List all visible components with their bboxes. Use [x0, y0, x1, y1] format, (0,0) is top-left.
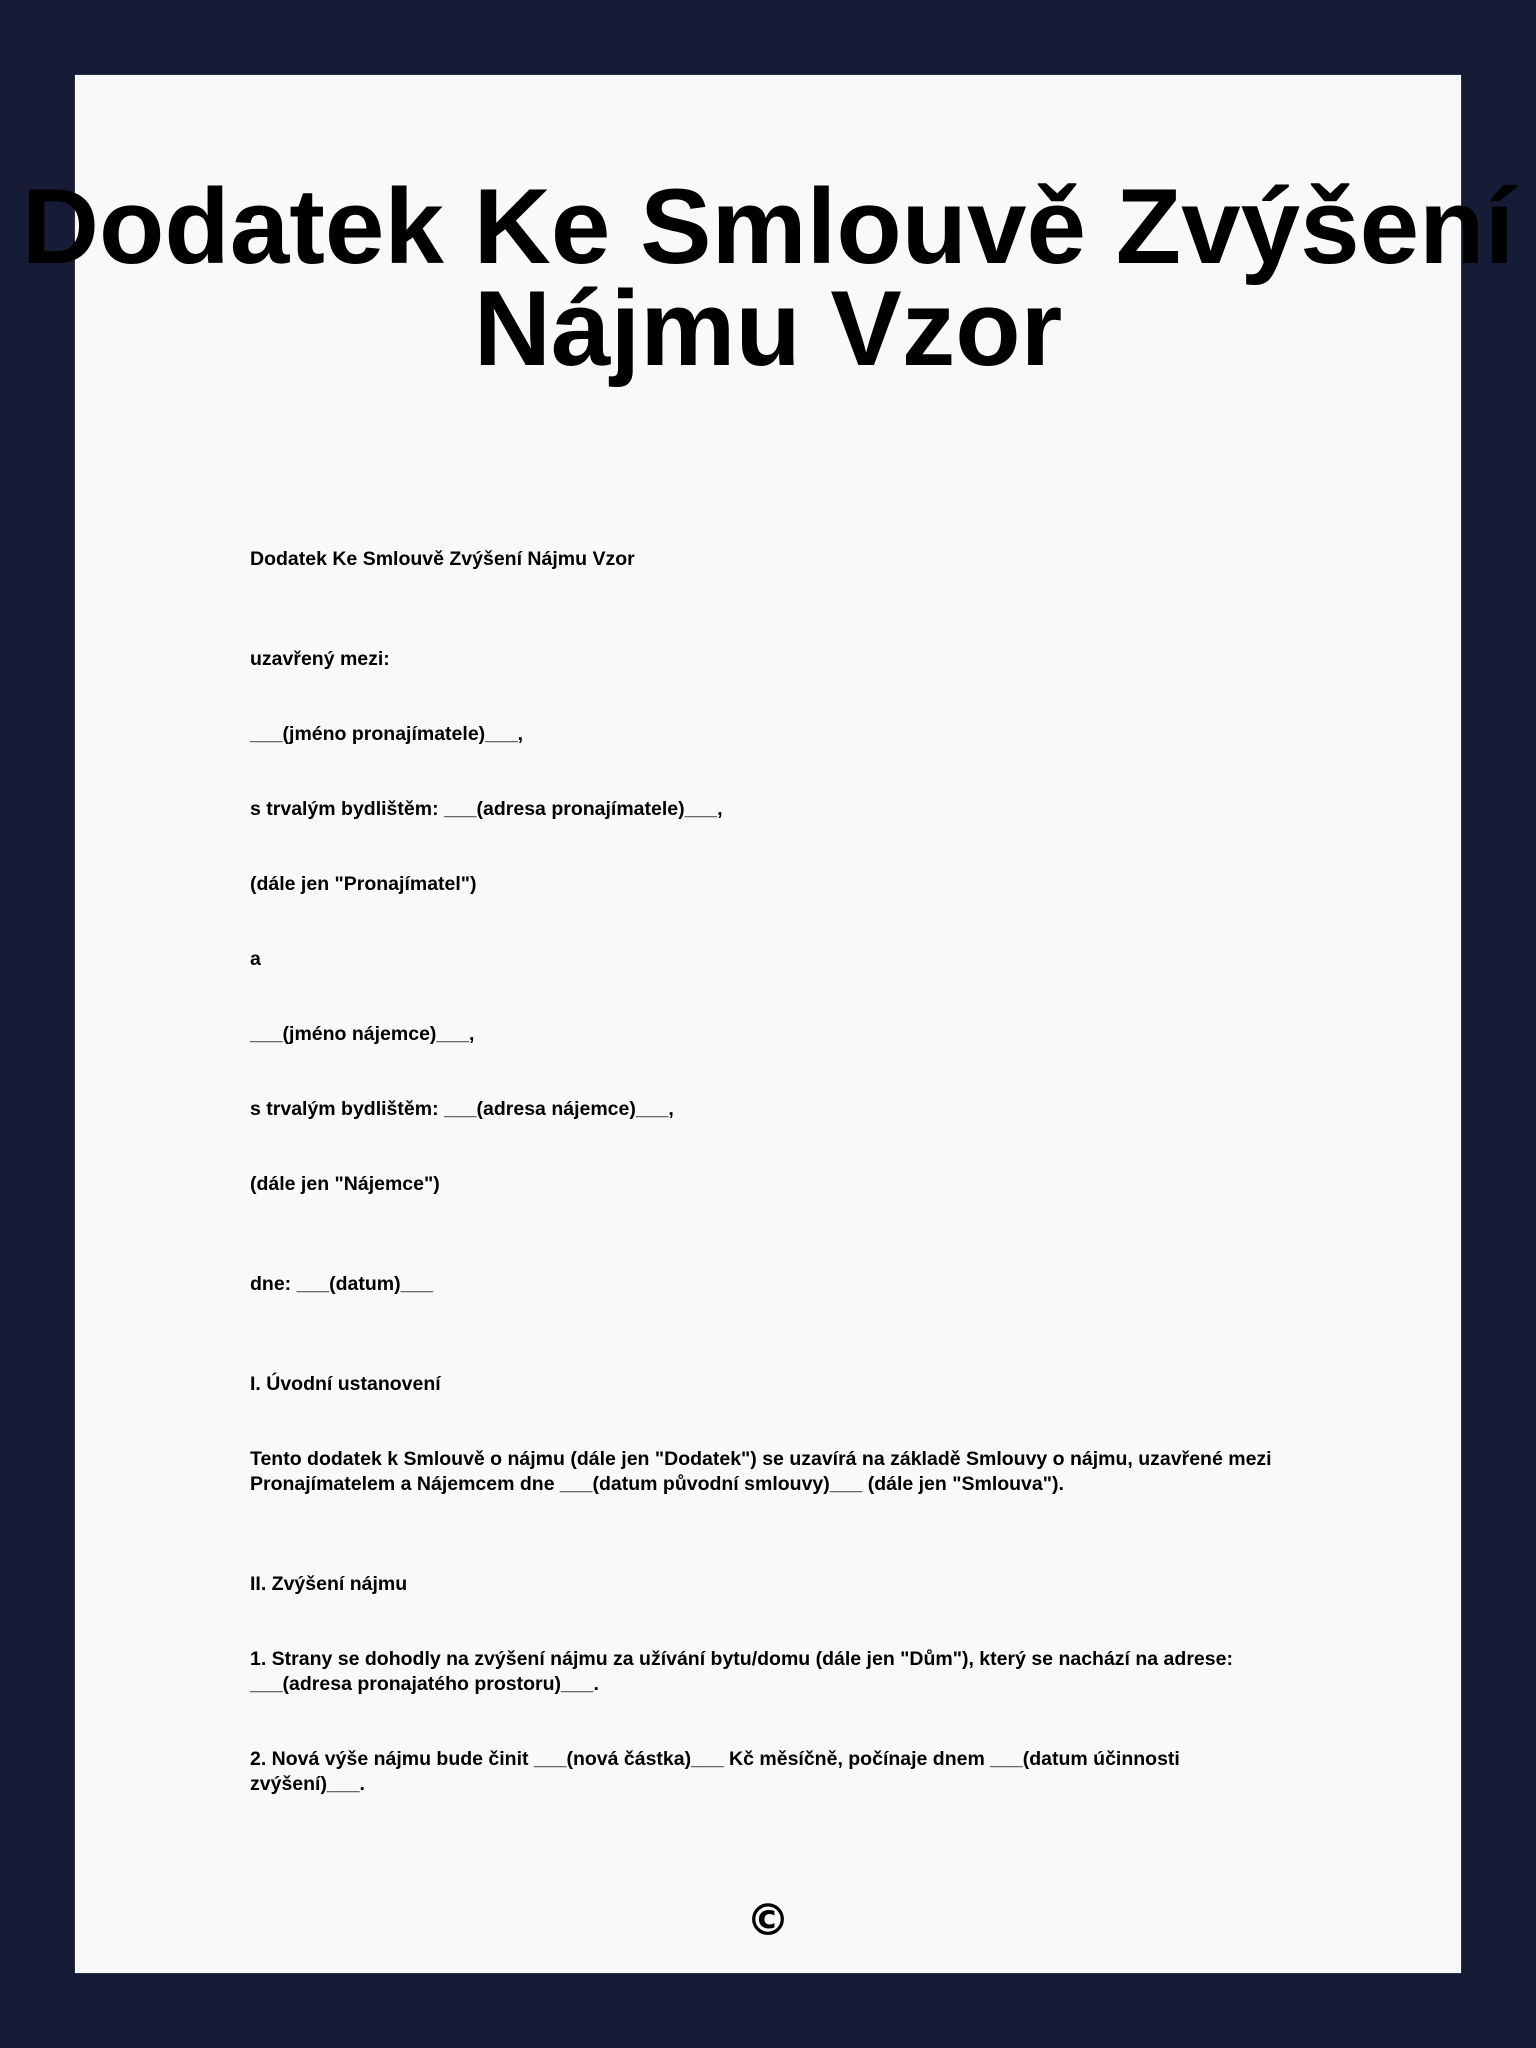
concluded-between-text: uzavřený mezi:: [250, 648, 390, 670]
section-2-item-1: 1. Strany se dohodly na zvýšení nájmu za užívání bytu/domu (dále jen "Dům"), který se nachází na adrese: ___(adresa pronajatého prostoru)___.: [250, 1648, 1233, 1695]
document-title: Dodatek Ke Smlouvě Zvýšení Nájmu Vzor: [21, 166, 1515, 388]
section-1-text: Tento dodatek k Smlouvě o nájmu (dále jen "Dodatek") se uzavírá na základě Smlouvy o nájmu, uzavřené mezi Pronajímatelem a Nájemcem dne ___(datum původní smlouvy)___ (dále jen "Smlouva").: [250, 1448, 1272, 1495]
section-2-title: II. Zvýšení nájmu: [250, 1573, 408, 1595]
landlord-alias-text: (dále jen "Pronajímatel"): [250, 873, 477, 895]
landlord-address-field: s trvalým bydlištěm: ___(adresa pronajímatele)___,: [250, 798, 723, 820]
tenant-name-field: ___(jméno nájemce)___,: [250, 1023, 475, 1045]
tenant-address-field: s trvalým bydlištěm: ___(adresa nájemce)___,: [250, 1098, 674, 1120]
date-field: dne: ___(datum)___: [250, 1273, 434, 1295]
landlord-name-field: ___(jméno pronajímatele)___,: [250, 723, 524, 745]
document-heading: Dodatek Ke Smlouvě Zvýšení Nájmu Vzor: [250, 548, 635, 570]
section-1-title: I. Úvodní ustanovení: [250, 1373, 441, 1395]
copyright-icon: ©: [746, 1895, 790, 1946]
and-text: a: [250, 948, 261, 970]
section-2-item-2: 2. Nová výše nájmu bude činit ___(nová částka)___ Kč měsíčně, počínaje dnem ___(datum účinnosti zvýšení)___.: [250, 1748, 1180, 1795]
tenant-alias-text: (dále jen "Nájemce"): [250, 1173, 440, 1195]
